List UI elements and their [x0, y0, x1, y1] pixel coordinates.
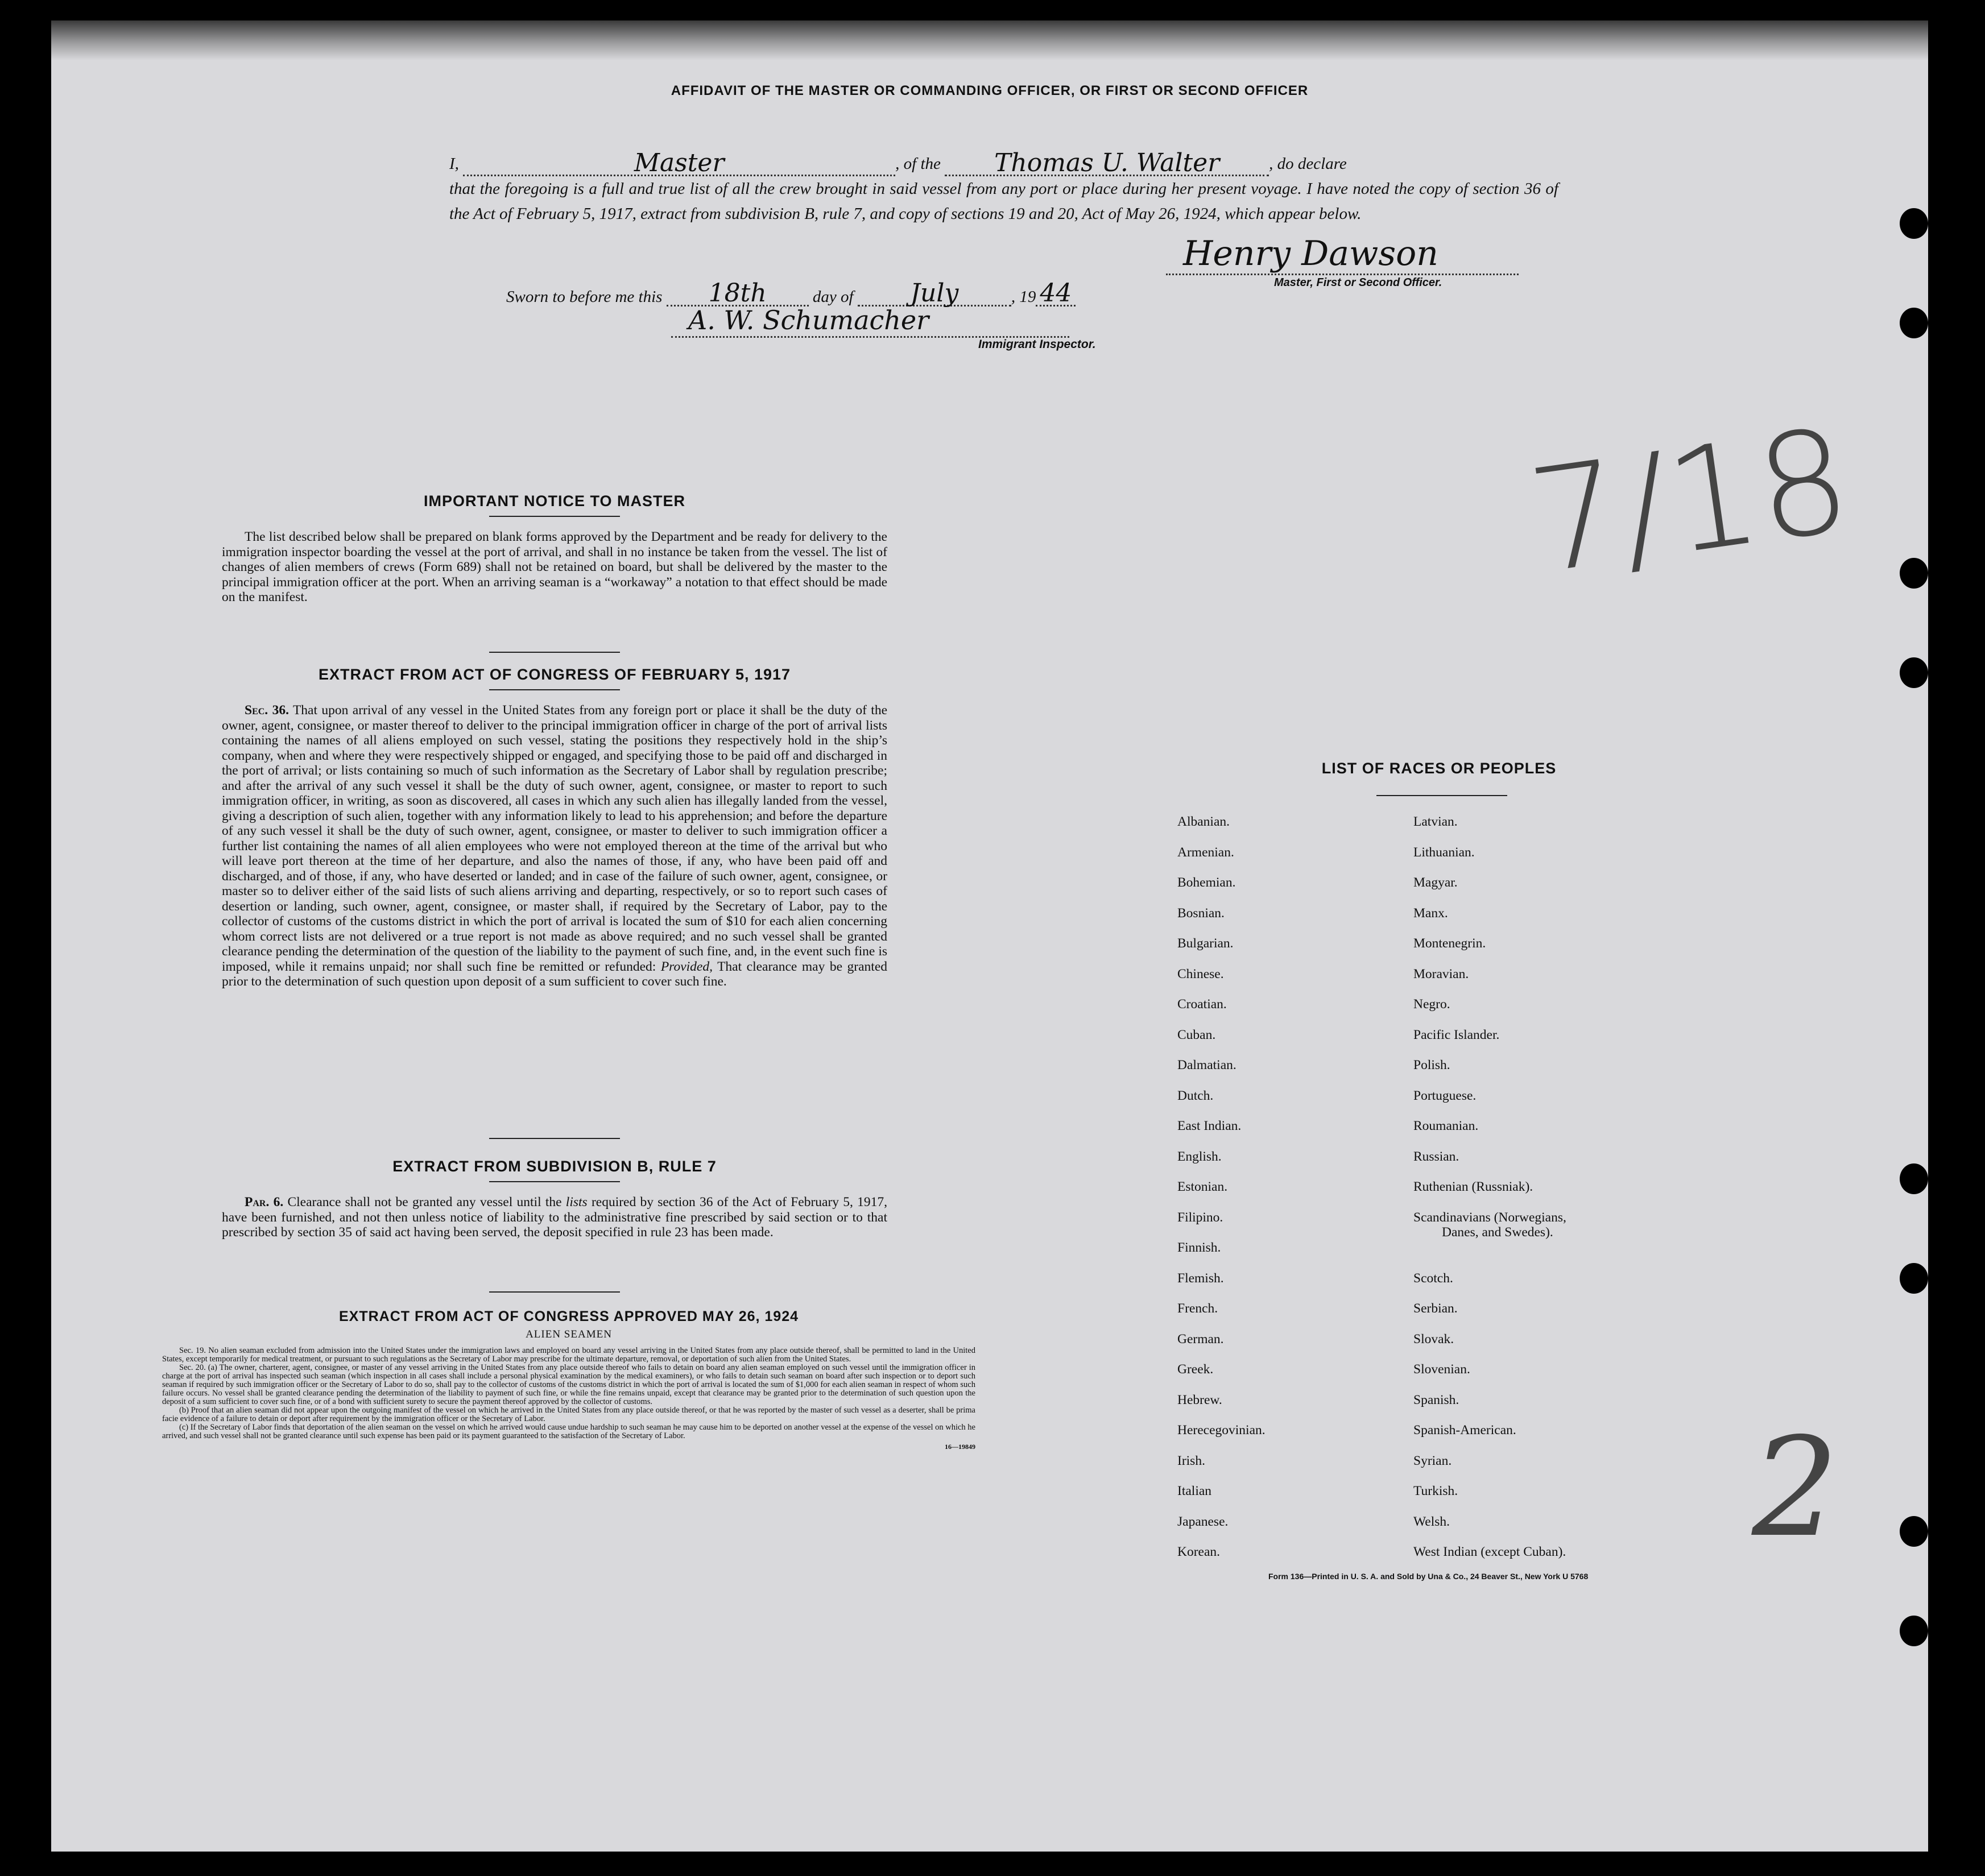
printer-footer: Form 136—Printed in U. S. A. and Sold by Una & Co., 24 Beaver St., New York U 5768 — [1268, 1572, 1589, 1581]
races-title: LIST OF RACES OR PEOPLES — [1321, 760, 1557, 777]
section-divider-3 — [489, 1291, 620, 1293]
act-1917-text — [222, 703, 887, 989]
race-item: Cuban. — [1177, 1027, 1216, 1042]
master-signature-label: Master, First or Second Officer. — [1274, 276, 1442, 289]
rule-7-rule — [489, 1181, 620, 1182]
act-1917-title: EXTRACT FROM ACT OF CONGRESS OF FEBRUARY 5, 1917 — [318, 666, 791, 683]
act-1917-section — [222, 666, 887, 989]
race-item: West Indian (except Cuban). — [1413, 1544, 1566, 1559]
race-item: Bosnian. — [1177, 905, 1225, 921]
race-item: Spanish. — [1413, 1392, 1459, 1407]
declaration-i: I, — [449, 155, 459, 173]
scan-edge-shadow — [51, 20, 1928, 60]
race-item: Bulgarian. — [1177, 936, 1234, 951]
binder-hole — [1900, 308, 1928, 338]
rule-7-text-a: Clearance shall not be granted any vessel until the — [287, 1195, 562, 1210]
rank-field: Master — [463, 152, 895, 176]
page-mark-annotation: 2 — [1752, 1408, 1839, 1567]
form-code: 16—19849 — [945, 1443, 975, 1451]
race-item: Slovenian. — [1413, 1362, 1470, 1377]
act-1924-section — [162, 1308, 975, 1451]
rule-7-section — [222, 1158, 887, 1240]
binder-hole — [1900, 1616, 1928, 1646]
race-item: Turkish. — [1413, 1484, 1458, 1498]
race-item: Irish. — [1177, 1453, 1205, 1468]
race-item: Filipino. — [1177, 1210, 1223, 1225]
sec-36-label: Sec. 36. — [245, 703, 289, 718]
inspector-label: Immigrant Inspector. — [978, 338, 1096, 351]
affidavit-declaration — [449, 148, 1558, 226]
year-prefix: , 19 — [1011, 288, 1036, 306]
section-divider-2 — [489, 1138, 620, 1139]
race-item: Bohemian. — [1177, 875, 1236, 890]
race-item: Albanian. — [1177, 814, 1230, 829]
sec-20a-text: Sec. 20. (a) The owner, charterer, agent, consignee, or master of any vessel arriving in the United States from any place outside thereof who fails to detain on board any alien seaman employed on such vessel until the immigration officer in charge at the port of arrival has inspected such seaman (which inspection in all cases shall include a personal physical examination by the medical examiners), or who fails to detain such seaman on board after such inspection or to deport such seaman if required by such immigration officer or the Secretary of Labor to do so, shall pay to the collector of customs of the customs district in which the port of arrival is located the sum of $1,000 for each alien seaman in respect of whom such failure occurs. No vessel shall be granted clearance pending the determination of the liability to payment of such fine, or while the fine remains unpaid, except that clearance may be granted prior to the determination of such question upon the deposit of a sum sufficient to cover such fine, or of a bond with sufficient surety to secure the payment thereof approved by the collector of customs. — [162, 1363, 975, 1406]
sworn-prefix: Sworn to before me this — [506, 288, 663, 306]
vessel-name-field: Thomas U. Walter — [945, 152, 1269, 176]
race-item: Italian — [1177, 1484, 1212, 1498]
binder-hole — [1900, 208, 1928, 239]
race-item: Pacific Islander. — [1413, 1027, 1500, 1042]
declaration-first-line — [449, 148, 1558, 177]
lists-word: lists — [565, 1195, 588, 1210]
race-item: German. — [1177, 1331, 1224, 1347]
sec-20c-text: (c) If the Secretary of Labor finds that deportation of the alien seaman on the vessel on which he arrived would cause undue hardship to such seaman he may cause him to be deported on another vessel at the expense of the vessel on which he arrived, and such vessel shall not be granted clearance until such expense has been paid or its payment guaranteed to the satisfaction of the Secretary of Labor. — [162, 1423, 975, 1440]
binder-hole — [1900, 558, 1928, 589]
race-item: Spanish-American. — [1413, 1423, 1516, 1438]
rule-7-text — [222, 1195, 887, 1240]
sec-20b-text: (b) Proof that an alien seaman did not appear upon the outgoing manifest of the vessel on which he arrived in the United States from any place outside thereof, or that he was reported by the master of such vessel as a deserter, shall be prima facie evidence of a failure to detain or deport after requirement by the immigration officer or the Secretary of Labor. — [162, 1406, 975, 1423]
race-item: Herecegovinian. — [1177, 1423, 1266, 1438]
race-item: Greek. — [1177, 1362, 1214, 1377]
race-item: Finnish. — [1177, 1240, 1221, 1255]
master-signature: Henry Dawson — [1183, 234, 1438, 274]
master-signature-line — [1166, 274, 1519, 275]
provided-word: Provided, — [660, 959, 713, 974]
race-item: Lithuanian. — [1413, 844, 1475, 860]
race-item: Latvian. — [1413, 814, 1458, 829]
par-6-label: Par. 6. — [245, 1195, 284, 1210]
race-item: Armenian. — [1177, 844, 1234, 860]
race-item: Manx. — [1413, 905, 1448, 921]
rule-7-text-b: required by section 36 of the Act of February 5, 1917, have been furnished, and not then unless notice of liability to the administrative fine prescribed by said section or to that prescribed by section 35 of said act having been served, the deposit specified in rule 23 has been made. — [222, 1195, 888, 1240]
race-item: English. — [1177, 1149, 1222, 1164]
do-declare-label: , do declare — [1269, 155, 1347, 173]
inspector-signature: A. W. Schumacher — [688, 305, 929, 336]
races-left-column — [1177, 814, 1266, 1575]
race-item: Danes, and Swedes). — [1442, 1224, 1553, 1240]
race-item: Scotch. — [1413, 1270, 1453, 1286]
race-item: Chinese. — [1177, 966, 1224, 982]
affidavit-title: AFFIDAVIT OF THE MASTER OR COMMANDING OFFICER, OR FIRST OR SECOND OFFICER — [671, 83, 1309, 98]
sworn-month-field: July — [858, 282, 1011, 307]
race-item: Syrian. — [1413, 1453, 1452, 1468]
races-right-column — [1413, 814, 1566, 1575]
race-item: Portuguese. — [1413, 1088, 1477, 1103]
race-item: Croatian. — [1177, 997, 1227, 1012]
race-item: Hebrew. — [1177, 1392, 1222, 1407]
year-field: 44 — [1036, 282, 1076, 307]
race-item: French. — [1177, 1301, 1218, 1316]
sworn-line — [506, 279, 1076, 308]
binder-hole — [1900, 1163, 1928, 1194]
sworn-day-field: 18th — [667, 282, 809, 307]
race-item: Polish. — [1413, 1058, 1450, 1072]
section-divider — [489, 652, 620, 653]
date-annotation: 7/18 — [1520, 397, 1859, 606]
race-item: Estonian. — [1177, 1179, 1228, 1194]
race-item: Flemish. — [1177, 1270, 1224, 1286]
notice-section — [222, 492, 887, 605]
race-item: Dutch. — [1177, 1088, 1214, 1103]
binder-hole — [1900, 1516, 1928, 1547]
race-item: Roumanian. — [1413, 1119, 1479, 1133]
notice-rule — [489, 516, 620, 517]
race-item: Ruthenian (Russniak). — [1413, 1179, 1533, 1194]
race-item: Welsh. — [1413, 1514, 1450, 1529]
race-item: East Indian. — [1177, 1119, 1242, 1133]
binder-hole — [1900, 1263, 1928, 1294]
sec-36-end: That clearance may be granted prior to the determination of such question upon deposit of a sum sufficient to cover such fine. — [222, 959, 888, 989]
race-item: Serbian. — [1413, 1301, 1458, 1316]
of-the-label: , of the — [895, 155, 941, 173]
rule-7-title: EXTRACT FROM SUBDIVISION B, RULE 7 — [392, 1158, 717, 1175]
race-item: Korean. — [1177, 1544, 1221, 1559]
race-item: Montenegrin. — [1413, 936, 1486, 951]
race-item: Magyar. — [1413, 875, 1458, 890]
notice-title: IMPORTANT NOTICE TO MASTER — [424, 492, 685, 510]
race-item: Scandinavians (Norwegians, — [1413, 1210, 1566, 1225]
act-1924-subtitle: ALIEN SEAMEN — [526, 1328, 612, 1340]
races-rule — [1376, 795, 1507, 796]
act-1924-title: EXTRACT FROM ACT OF CONGRESS APPROVED MAY 26, 1924 — [338, 1308, 799, 1324]
day-of-label: day of — [812, 288, 854, 306]
notice-text: The list described below shall be prepared on blank forms approved by the Department and be ready for delivery to the immigration inspector boarding the vessel at the port of arrival, and shall in no instance be taken from the vessel. The list of changes of alien members of crews (Form 689) shall not be retained on board, but shall be delivered by the master to the principal immigration officer at the port. When an arriving seaman is a “workaway” a notation to that effect should be made on the manifest. — [222, 529, 887, 604]
race-item: Russian. — [1413, 1149, 1459, 1164]
race-item: Negro. — [1413, 997, 1450, 1012]
race-item: Moravian. — [1413, 966, 1469, 982]
sec-19-text: Sec. 19. No alien seaman excluded from admission into the United States under the immigration laws and employed on board any vessel arriving in the United States from any place outside thereof, shall be permitted to land in the United States, except temporarily for medical treatment, or pursuant to such regulations as the Secretary of Labor may prescribe for the ultimate departure, removal, or deportation of such alien from the United States. — [162, 1346, 975, 1364]
binder-hole — [1900, 657, 1928, 688]
declaration-body: that the foregoing is a full and true list of all the crew brought in said vessel from any port or place during her present voyage. I have noted the copy of section 36 of the Act of February 5, 1917, extract from subdivision B, rule 7, and copy of sections 19 and 20, Act of May 26, 1924, which appear below. — [449, 180, 1558, 223]
sec-36-body: That upon arrival of any vessel in the United States from any foreign port or place it shall be the duty of the owner, agent, consignee, or master thereof to deliver to the principal immigration officer in charge of the port of arrival lists containing the names of all aliens employed on such vessel, stating the positions they respectively hold in the ship’s company, when and where they were respectively shipped or engaged, and specifying those to be paid off and discharged in the port of arrival; or lists containing so much of such information as the Secretary of Labor shall by regulation prescribe; and after the arrival of any such vessel it shall be the duty of such owner, agent, consignee, or master to report to such immigration officer, in writing, as soon as discovered, all cases in which any such alien has illegally landed from the vessel, giving a description of such alien, together with any information likely to lead to his apprehension; and before the departure of any such vessel it shall be the duty of such owner, agent, consignee, or master to deliver to such immigration officer a further list containing the names of all alien employees who were not employed thereon at the time of the arrival but who will leave port thereon at the time of her departure, and also the names of those, if any, who have been paid off and discharged, and of those, if any, who have deserted or landed; and in case of the failure of such owner, agent, consignee, or master so to deliver either of the said lists of such aliens arriving and departing, respectively, or so to report such cases of desertion or landing, such owner, agent, consignee, or master shall, if required by the Secretary of Labor, pay to the collector of customs of the customs district in which the port of arrival is located the sum of $10 for each alien concerning whom correct lists are not delivered or a true report is not made as above required; and no such vessel shall be granted clearance pending the determination of the question of the liability to the payment of such fine, and, in the event such fine is imposed, while it remains unpaid; nor shall such fine be remitted or refunded: — [222, 703, 888, 974]
document-page — [51, 20, 1928, 1852]
race-item: Dalmatian. — [1177, 1058, 1237, 1072]
race-item: Japanese. — [1177, 1514, 1229, 1529]
act-1917-rule — [489, 689, 620, 690]
race-item: Slovak. — [1413, 1331, 1454, 1347]
